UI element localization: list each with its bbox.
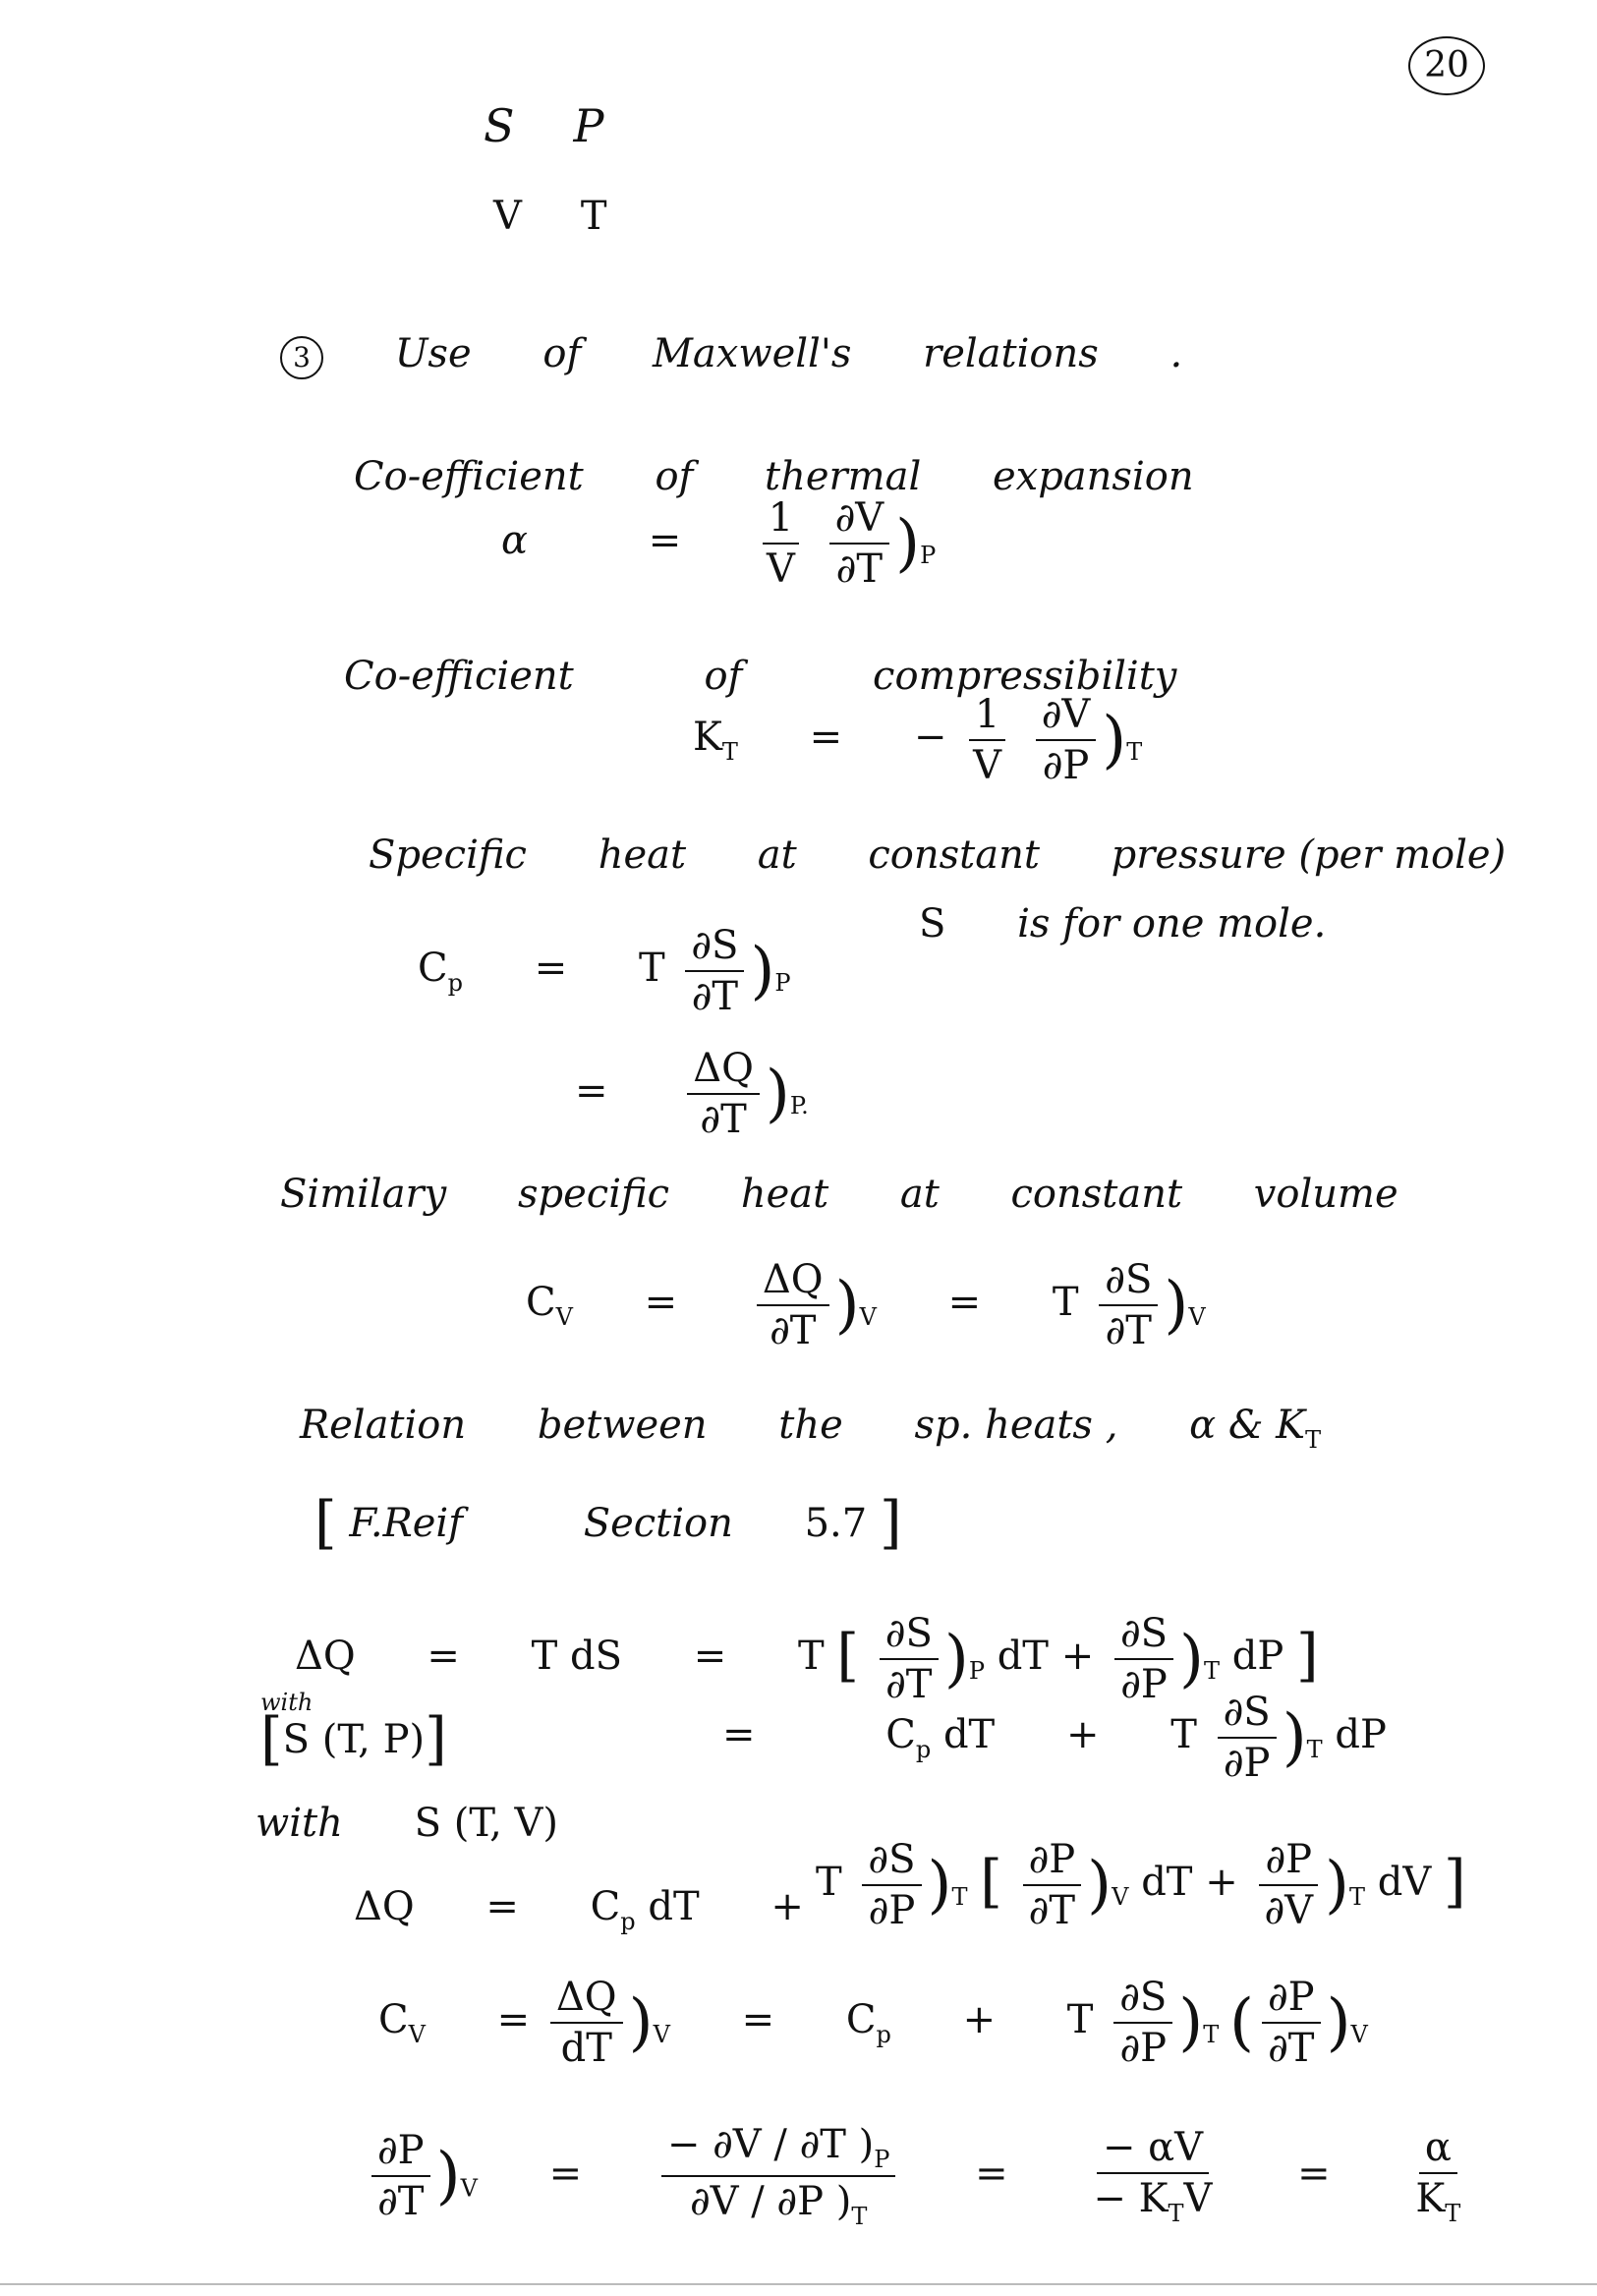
square-top-row [484,99,604,152]
alpha-equation: α = $\frac{1}{V}$ $\frac{\partial V}{\partial T}$ )$_P$ [501,495,937,592]
with-tv-line: with S (T, V) [256,1801,559,1846]
square-t: T [580,194,607,239]
with-tp-expr: [S (T, P)] [260,1705,447,1772]
scan-edge [0,2283,1597,2285]
cp-equation: $C_p = T$ $\frac{\partial S}{\partial T}$ )$_P$ [418,923,791,1019]
cv-equation: $C_V$ = $\frac{\Delta Q}{\partial T}$ )$_V = T$ $\frac{\partial S}{\partial T}$ )$_V$ [526,1257,1206,1353]
square-p: P [573,99,604,152]
dq-cp-equation: $\Delta Q = C_p$ dT + [354,1884,804,1935]
cp-equation-dq: = $\frac{\Delta Q}{\partial T}$ )$_{P.}$ [575,1046,809,1142]
square-bottom-row [493,194,607,239]
kappa-equation: $K_T$ = − $\frac{1}{V}$ $\frac{\partial V}{\partial P}$ )$_T$ [693,692,1143,788]
cp-heading: Specific heat at constant pressure (per mole) [369,832,1507,878]
cp-dt-equation: = $C_p$ dT + T $\frac{\partial S}{\partial P}$ )$_T$ dP [722,1690,1387,1786]
cv-cp-relation: $C_V$ = $\frac{\Delta Q}{dT}$ )$_V = C_p + T$ $\frac{\partial S}{\partial P}$ )$_T$ ( $\frac{\partial P}{\partial T}$ )$_V$ [378,1975,1368,2071]
cp-note: S is for one mole. [919,901,1327,947]
compressibility-heading: Co-efficient of compressibility [344,654,1177,699]
reference: [ F.Reif Section 5.7 ] [314,1489,902,1556]
with-tp-label: with [260,1689,314,1716]
section-number: 3 [280,336,323,379]
thermal-expansion-heading: Co-efficient of thermal expansion [354,454,1194,499]
cv-heading: Similary specific heat at constant volume [280,1172,1398,1217]
page-number: 20 [1408,36,1485,95]
relation-heading: Relation between the sp. heats , α & $K_T$ [300,1403,1322,1454]
square-s: S [484,99,515,152]
square-v: V [493,194,522,239]
section-heading: 3 Use of Maxwell's relations . [280,334,1182,379]
with-tv-expansion: T $\frac{\partial S}{\partial P}$ )$_T$ [ $\frac{\partial P}{\partial T}$ )$_V$ dT + $\frac{\partial P}{\partial V}$ )$_T$ dV ] [816,1837,1466,1933]
dq-tds-equation: ΔQ = T dS = T [ $\frac{\partial S}{\partial T}$ )$_P$ dT + $\frac{\partial S}{\partial P}$ )$_T$ dP ] [295,1611,1319,1707]
dp-dt-relation: $\frac{\partial P}{\partial T}$ )$_V$ = $\frac{- \partial V / \partial T )_P}{\partial V / \partial P )_T}$ = $\frac{- \alpha V}{- K_TV}$ = $\frac{\alpha}{K_T}$ [364,2123,1474,2230]
